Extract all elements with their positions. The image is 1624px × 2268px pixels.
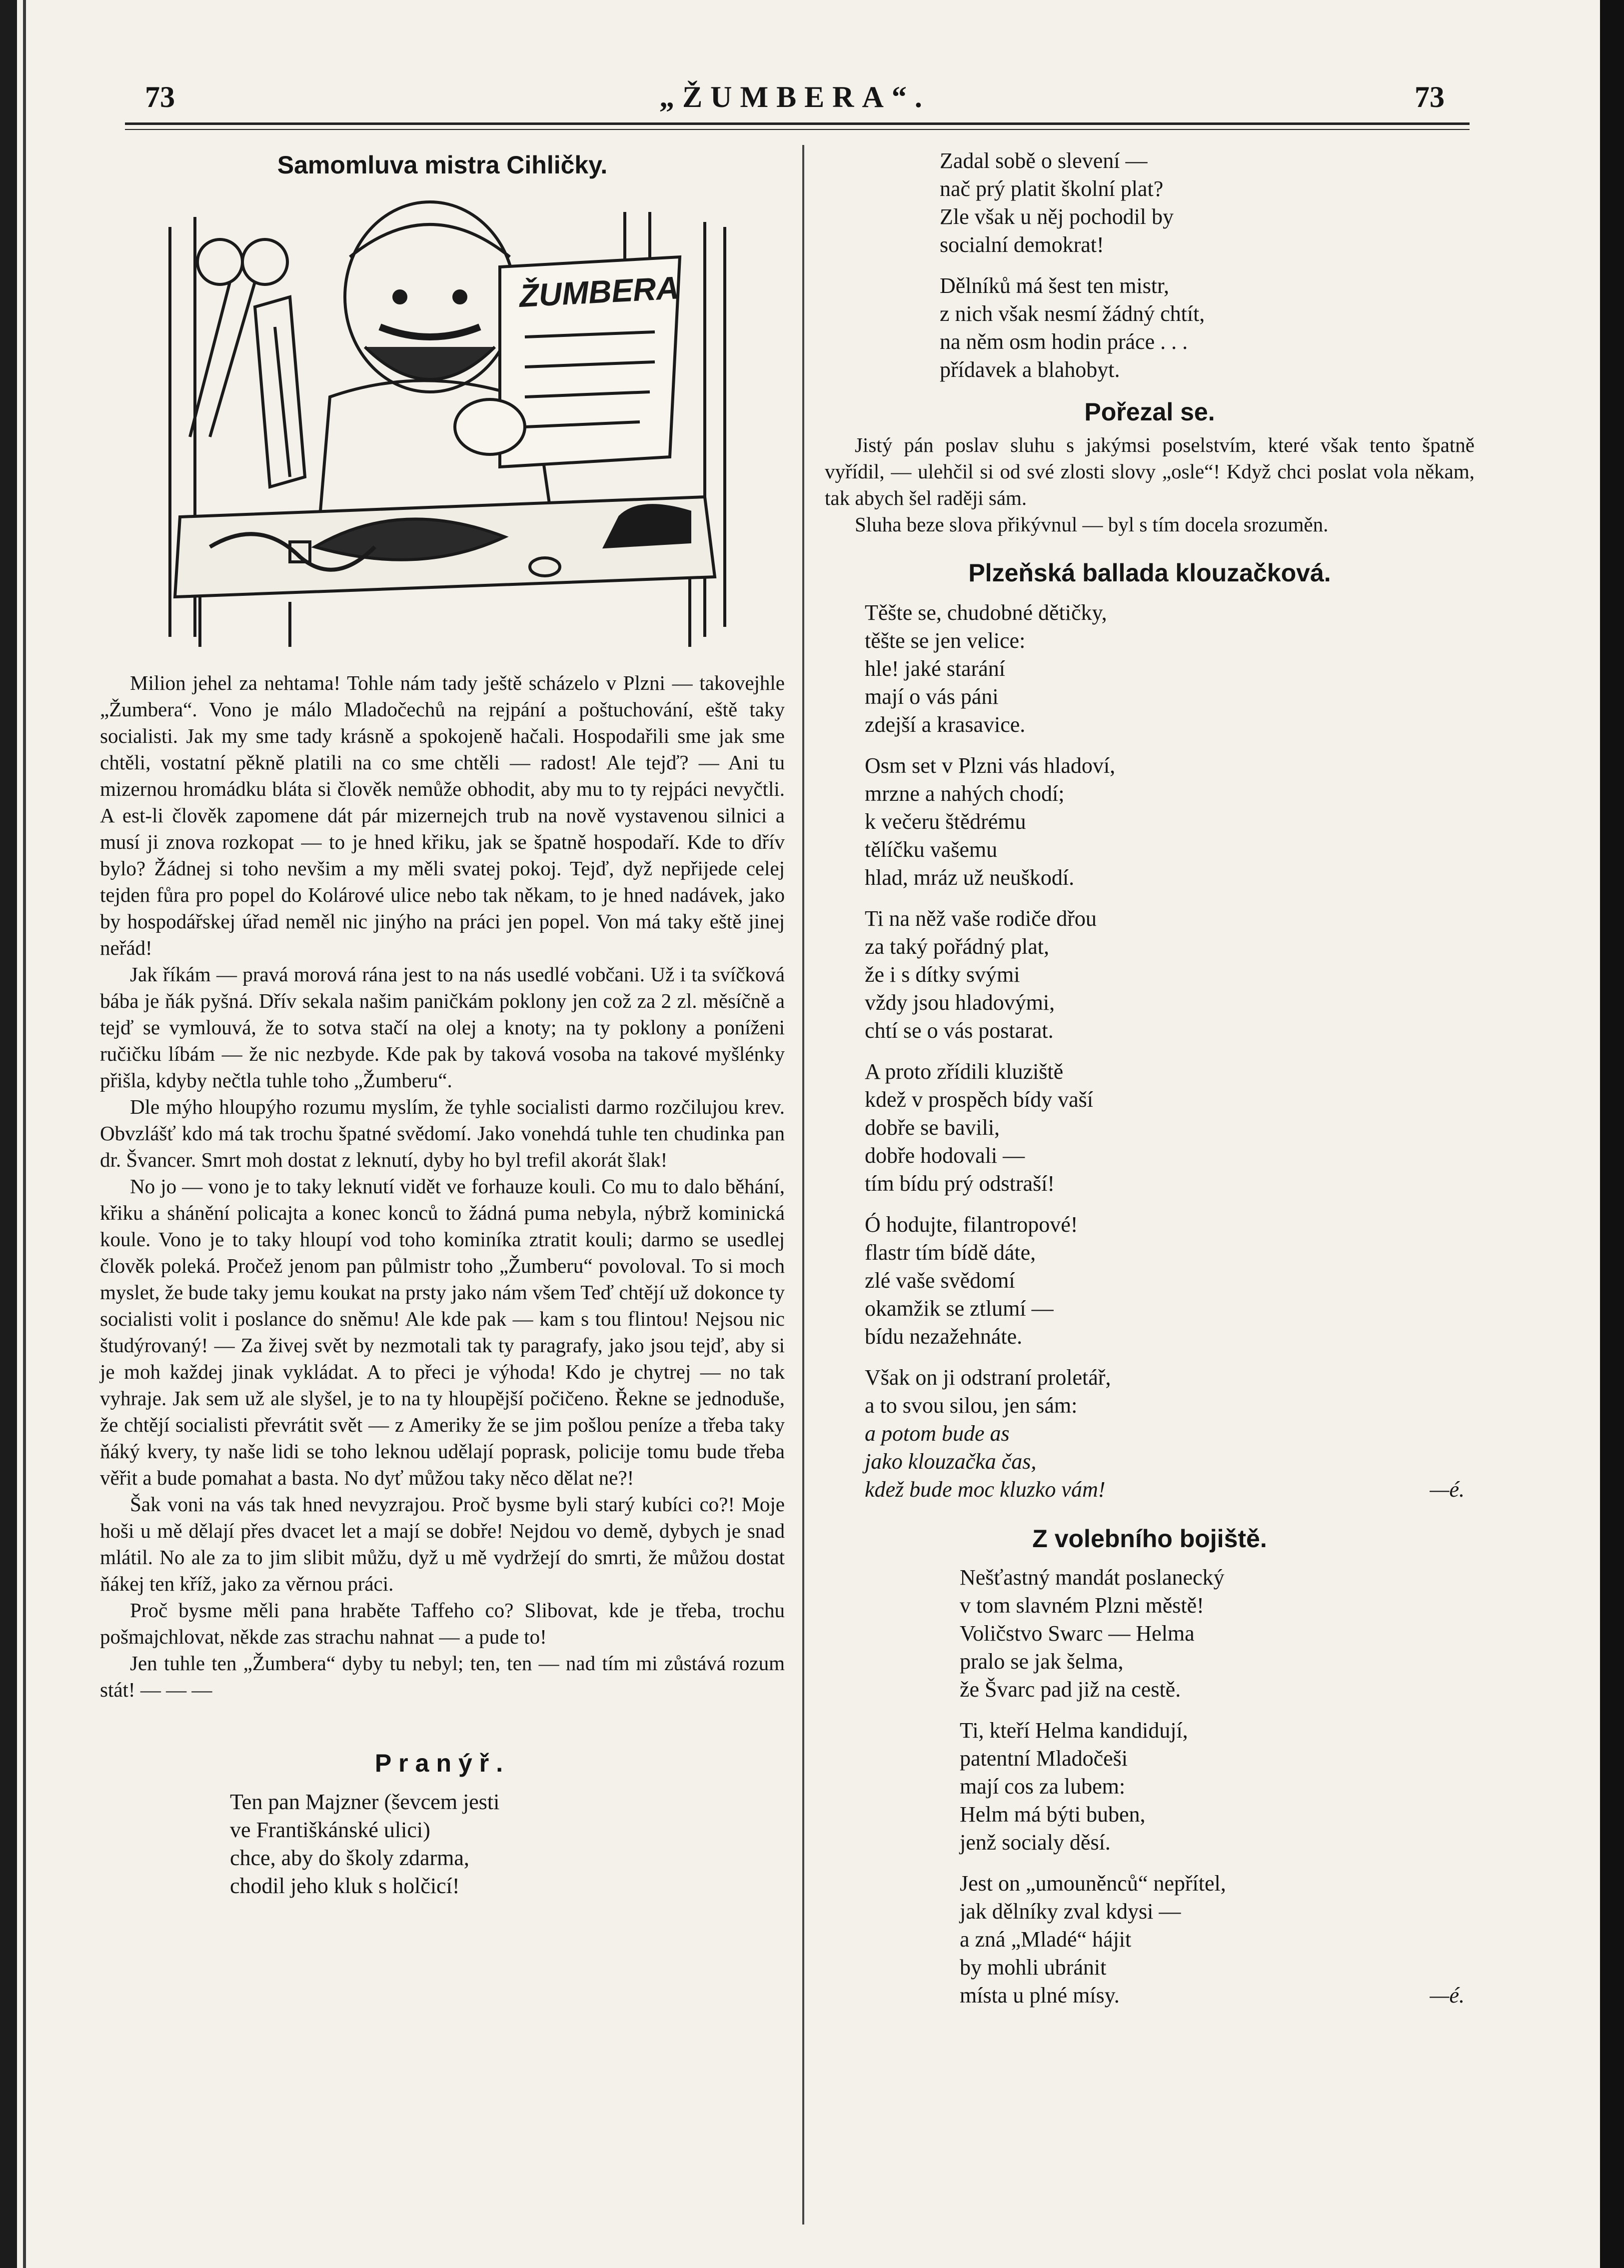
verse-line: kdež v prospěch bídy vaší	[865, 1087, 1093, 1112]
verse-line: kdež bude moc kluzko vám!	[865, 1477, 1106, 1502]
bojiste-verse	[825, 1564, 1475, 2010]
verse-line: zlé vaše svědomí	[865, 1268, 1015, 1293]
paragraph: Šak voni na vás tak hned nevyzrajou. Proč bysme byli starý kubíci co?! Moje hoši u mě dělají přes dvacet let a mají se dobře! Nejdou vo demě, dybych je snad mlátil. No ale za to jim slibit můžu, dyž u mě vydržejí do smrti, že můžou dostat ňákej ten kříž, jako za věrnou práci.	[100, 1493, 785, 1595]
verse-line: pralo se jak šelma,	[960, 1649, 1124, 1674]
scan-edge-left-line	[23, 0, 26, 2268]
verse-line: v tom slavném Plzni městě!	[960, 1593, 1204, 1618]
signature-bojiste: —é.	[1430, 1983, 1465, 2008]
paragraph: Sluha beze slova přikývnul — byl s tím docela srozuměn.	[855, 513, 1329, 536]
verse-line: nač prý platit školní plat?	[940, 176, 1164, 201]
page-number-right: 73	[1415, 80, 1445, 113]
verse-line: jak dělníky zval kdysi —	[960, 1899, 1181, 1924]
paragraph: No jo — vono je to taky leknutí vidět ve forhauze kouli. Co mu to dalo běhání, křiku a shánění policajta a konec konců to žádná puma nebyla, nýbrž kominická koule. Vono je to taky hloupí vod toho kominíka ztratit kouli; darmo se usedlej člověk poleká. Pročež jenom pan půlmistr toho „Žumberu“ povoloval. To si moch myslet, že bude taky jemu koukat na prsty jako nám všem Teď chtějí už dokonce ty socialisti volit i poslance do sněmu! Ale kde pak — kam s tou flintou! Nejsou nic študýrovaný! — Za živej svět by nezmotali tak ty paragrafy, jako jsou tejď, aby si je moh každej jinak vykládat. A to přeci je výhoda! Kdo je chytrej — no tak vyhraje. Jak sem už ale slyšel, je to na ty hloupější počičeno. Řekne se jednoduše, že chtějí socialisti převrátit svět — z Ameriky že se jim pošlou peníze a třeba taky ňáký kvery, ty naše lidi se toho leknou udělají poprask, policije tomu bude třeba věřit a bude pomahat a basta. No dyť můžou taky něco dělat ne?!	[100, 1175, 785, 1489]
verse-line: Jest on „umouněnců“ nepřítel,	[960, 1871, 1226, 1896]
verse-line: tím bídu prý odstraší!	[865, 1171, 1055, 1196]
left-column	[100, 150, 785, 1900]
verse-line: dobře hodovali —	[865, 1143, 1025, 1168]
verse-line: A proto zřídili kluziště	[865, 1059, 1064, 1084]
verse-line: jako klouzačka čas,	[865, 1449, 1037, 1474]
stanza	[865, 905, 1475, 1045]
verse-line: a potom bude as	[865, 1421, 1010, 1446]
page-number-left: 73	[145, 80, 175, 113]
stanza	[865, 599, 1475, 739]
verse-line: vždy jsou hladovými,	[865, 990, 1055, 1015]
verse-line: místa u plné mísy.	[960, 1983, 1120, 2008]
verse-line: těšte se jen velice:	[865, 628, 1026, 653]
verse-line: hle! jaké starání	[865, 656, 1005, 681]
paragraph: Milion jehel za nehtama! Tohle nám tady ještě scházelo v Plzni — takovejhle „Žumbera“. Vono je málo Mladočechů na rejpání a poštuchování, eště taky socialisti. Jak my sme tady krásně a spokojeně hačali. Hospodařili sme jak sme chtěli, vostatní pěkně platili na co sme chtěli — radost! Ale tejď? — Ani tu mizernou hromádku bláta si člověk nemůže obhodit, aby mu to ty rejpáci nevyčtli. A est-li člověk zapomene dát pár mizernejch trub na nově vystavenou silnici a musí ji znova rozkopat — to je hned křiku, jak se špatně hospodaří. Kde to dřív bylo? Žádnej si toho nevšim a my měli svatej pokoj. Tejď, dyž nepřijede celej tejden fůra pro popel do Kolárové ulice nebo tak někam, to je hned nadávek, jako by hospodářskej úřad neměl nic jinýho na práci jen popel. Von má taky eště jinej neřád!	[100, 671, 785, 959]
scan-edge-right	[1600, 0, 1624, 2268]
paragraph: Jak říkám — pravá morová rána jest to na nás usedlé vobčani. Už i ta svíčková bába je ňák pyšná. Dřív sekala našim paničkám poklony jen což za 2 zl. měsíčně a tejď se vymlouvá, že to sotva stačí na olej a knoty; na ty poklony a poníženi ručičku líbám — že nic nezbyde. Kde pak by taková vosoba na takové myšlénky přišla, kdyby nečtla tuhle toho „Žumberu“.	[100, 963, 785, 1092]
verse-line: chodil jeho kluk s holčicí!	[230, 1874, 460, 1898]
verse-line: okamžik se ztlumí —	[865, 1296, 1054, 1321]
pranyr-verse	[100, 1788, 785, 1900]
verse-line: by mohli ubránit	[960, 1955, 1107, 1980]
verse-line: Ten pan Majzner (ševcem jesti	[230, 1790, 500, 1814]
stanza	[960, 1717, 1475, 1857]
verse-line: Těšte se, chudobné dětičky,	[865, 600, 1107, 625]
verse-line: z nich však nesmí žádný chtít,	[940, 301, 1205, 326]
verse-line: patentní Mladočeši	[960, 1746, 1128, 1771]
verse-line: hlad, mráz už neuškodí.	[865, 865, 1075, 890]
continued-verse	[825, 147, 1475, 384]
verse-line: Však on ji odstraní proletář,	[865, 1365, 1111, 1390]
verse-line: přídavek a blahobyt.	[940, 357, 1120, 382]
verse-line: a to svou silou, jen sám:	[865, 1393, 1078, 1418]
article-title-samomluva: Samomluva mistra Cihličky.	[277, 151, 608, 179]
verse-line: jenž socialy děsí.	[960, 1830, 1111, 1855]
article-title-ballada: Plzeňská ballada klouzačková.	[968, 559, 1331, 587]
stanza	[940, 272, 1475, 384]
verse-line: Ti, kteří Helma kandidují,	[960, 1718, 1188, 1743]
stanza	[865, 1211, 1475, 1351]
verse-line: dobře se bavili,	[865, 1115, 1000, 1140]
stanza	[865, 1058, 1475, 1198]
article-title-pranyr: Pranýř.	[374, 1749, 510, 1777]
verse-line: Nešťastný mandát poslanecký	[960, 1565, 1225, 1590]
verse-line: tělíčku vašemu	[865, 837, 998, 862]
caricature-illustration	[140, 197, 745, 652]
verse-line: Osm set v Plzni vás hladoví,	[865, 753, 1116, 778]
verse-line: zdejší a krasavice.	[865, 712, 1026, 737]
scan-edge-left	[0, 0, 17, 2268]
verse-line: Voličstvo Swarc — Helma	[960, 1621, 1195, 1646]
paragraph: Jen tuhle ten „Žumbera“ dyby tu nebyl; ten, ten — nad tím mi zůstává rozum stát! — — —	[100, 1652, 785, 1701]
verse-line: flastr tím bídě dáte,	[865, 1240, 1036, 1265]
verse-line: mají cos za lubem:	[960, 1774, 1126, 1799]
stanza	[865, 752, 1475, 892]
header-rule-thin	[125, 129, 1470, 130]
ballada-verse	[825, 599, 1475, 1504]
article-body-samomluva	[100, 670, 785, 1703]
paragraph: Dle mýho hloupýho rozumu myslím, že tyhle socialisti darmo rozčilujou krev. Obvzlášť kdo má tak trochu špatné svědomí. Jako vonehdá tuhle ten chudinka pan dr. Švancer. Smrt moh dostat z leknutí, dyby ho byl trefil akorát šlak!	[100, 1095, 785, 1171]
verse-line: na něm osm hodin práce . . .	[940, 329, 1188, 354]
column-divider	[802, 145, 804, 2225]
verse-line: k večeru štědrému	[865, 809, 1026, 834]
header-rule	[125, 122, 1470, 125]
verse-line: socialní demokrat!	[940, 232, 1104, 257]
paragraph: Jistý pán poslav sluhu s jakýmsi poselstvím, které však tento špatně vyřídil, — ulehčil si od své zlosti slovy „osle“! Když chci poslat vola někam, tak abych šel raději sám.	[825, 433, 1475, 509]
verse-line: a zná „Mladé“ hájit	[960, 1927, 1132, 1952]
verse-line: chtí se o vás postarat.	[865, 1018, 1054, 1043]
verse-line: Zle však u něj pochodil by	[940, 204, 1174, 229]
verse-line: Ó hodujte, filantropové!	[865, 1212, 1078, 1237]
verse-line: Helm má býti buben,	[960, 1802, 1146, 1827]
stanza	[940, 147, 1475, 259]
page-header	[135, 75, 1455, 120]
verse-line: mrzne a nahých chodí;	[865, 781, 1065, 806]
article-body-porezal	[825, 432, 1475, 538]
verse-line: chce, aby do školy zdarma,	[230, 1846, 469, 1870]
verse-line: ve Františkánské ulici)	[230, 1818, 430, 1842]
right-column	[825, 150, 1475, 2010]
signature-ballada: —é.	[1430, 1477, 1465, 1502]
stanza	[960, 1564, 1475, 1704]
article-title-bojiste: Z volebního bojiště.	[1032, 1525, 1267, 1553]
verse-line: za taký pořádný plat,	[865, 934, 1049, 959]
masthead: „ŽUMBERA“.	[659, 80, 930, 113]
verse-line: mají o vás páni	[865, 684, 999, 709]
verse-line: bídu nezažehnáte.	[865, 1324, 1023, 1349]
article-title-porezal: Pořezal se.	[1084, 398, 1215, 426]
verse-line: že i s dítky svými	[865, 962, 1020, 987]
verse-line: Zadal sobě o slevení —	[940, 148, 1148, 173]
paragraph: Proč bysme měli pana hraběte Taffeho co? Slibovat, kde je třeba, trochu pošmajchlovat, někde zas strachu nahnat — a pude to!	[100, 1599, 785, 1648]
verse-line: Ti na něž vaše rodiče dřou	[865, 906, 1097, 931]
caricature-newspaper-label: ŽUMBERA	[518, 269, 680, 314]
verse-line: Dělníků má šest ten mistr,	[940, 273, 1169, 298]
verse-line: že Švarc pad již na cestě.	[960, 1677, 1181, 1702]
